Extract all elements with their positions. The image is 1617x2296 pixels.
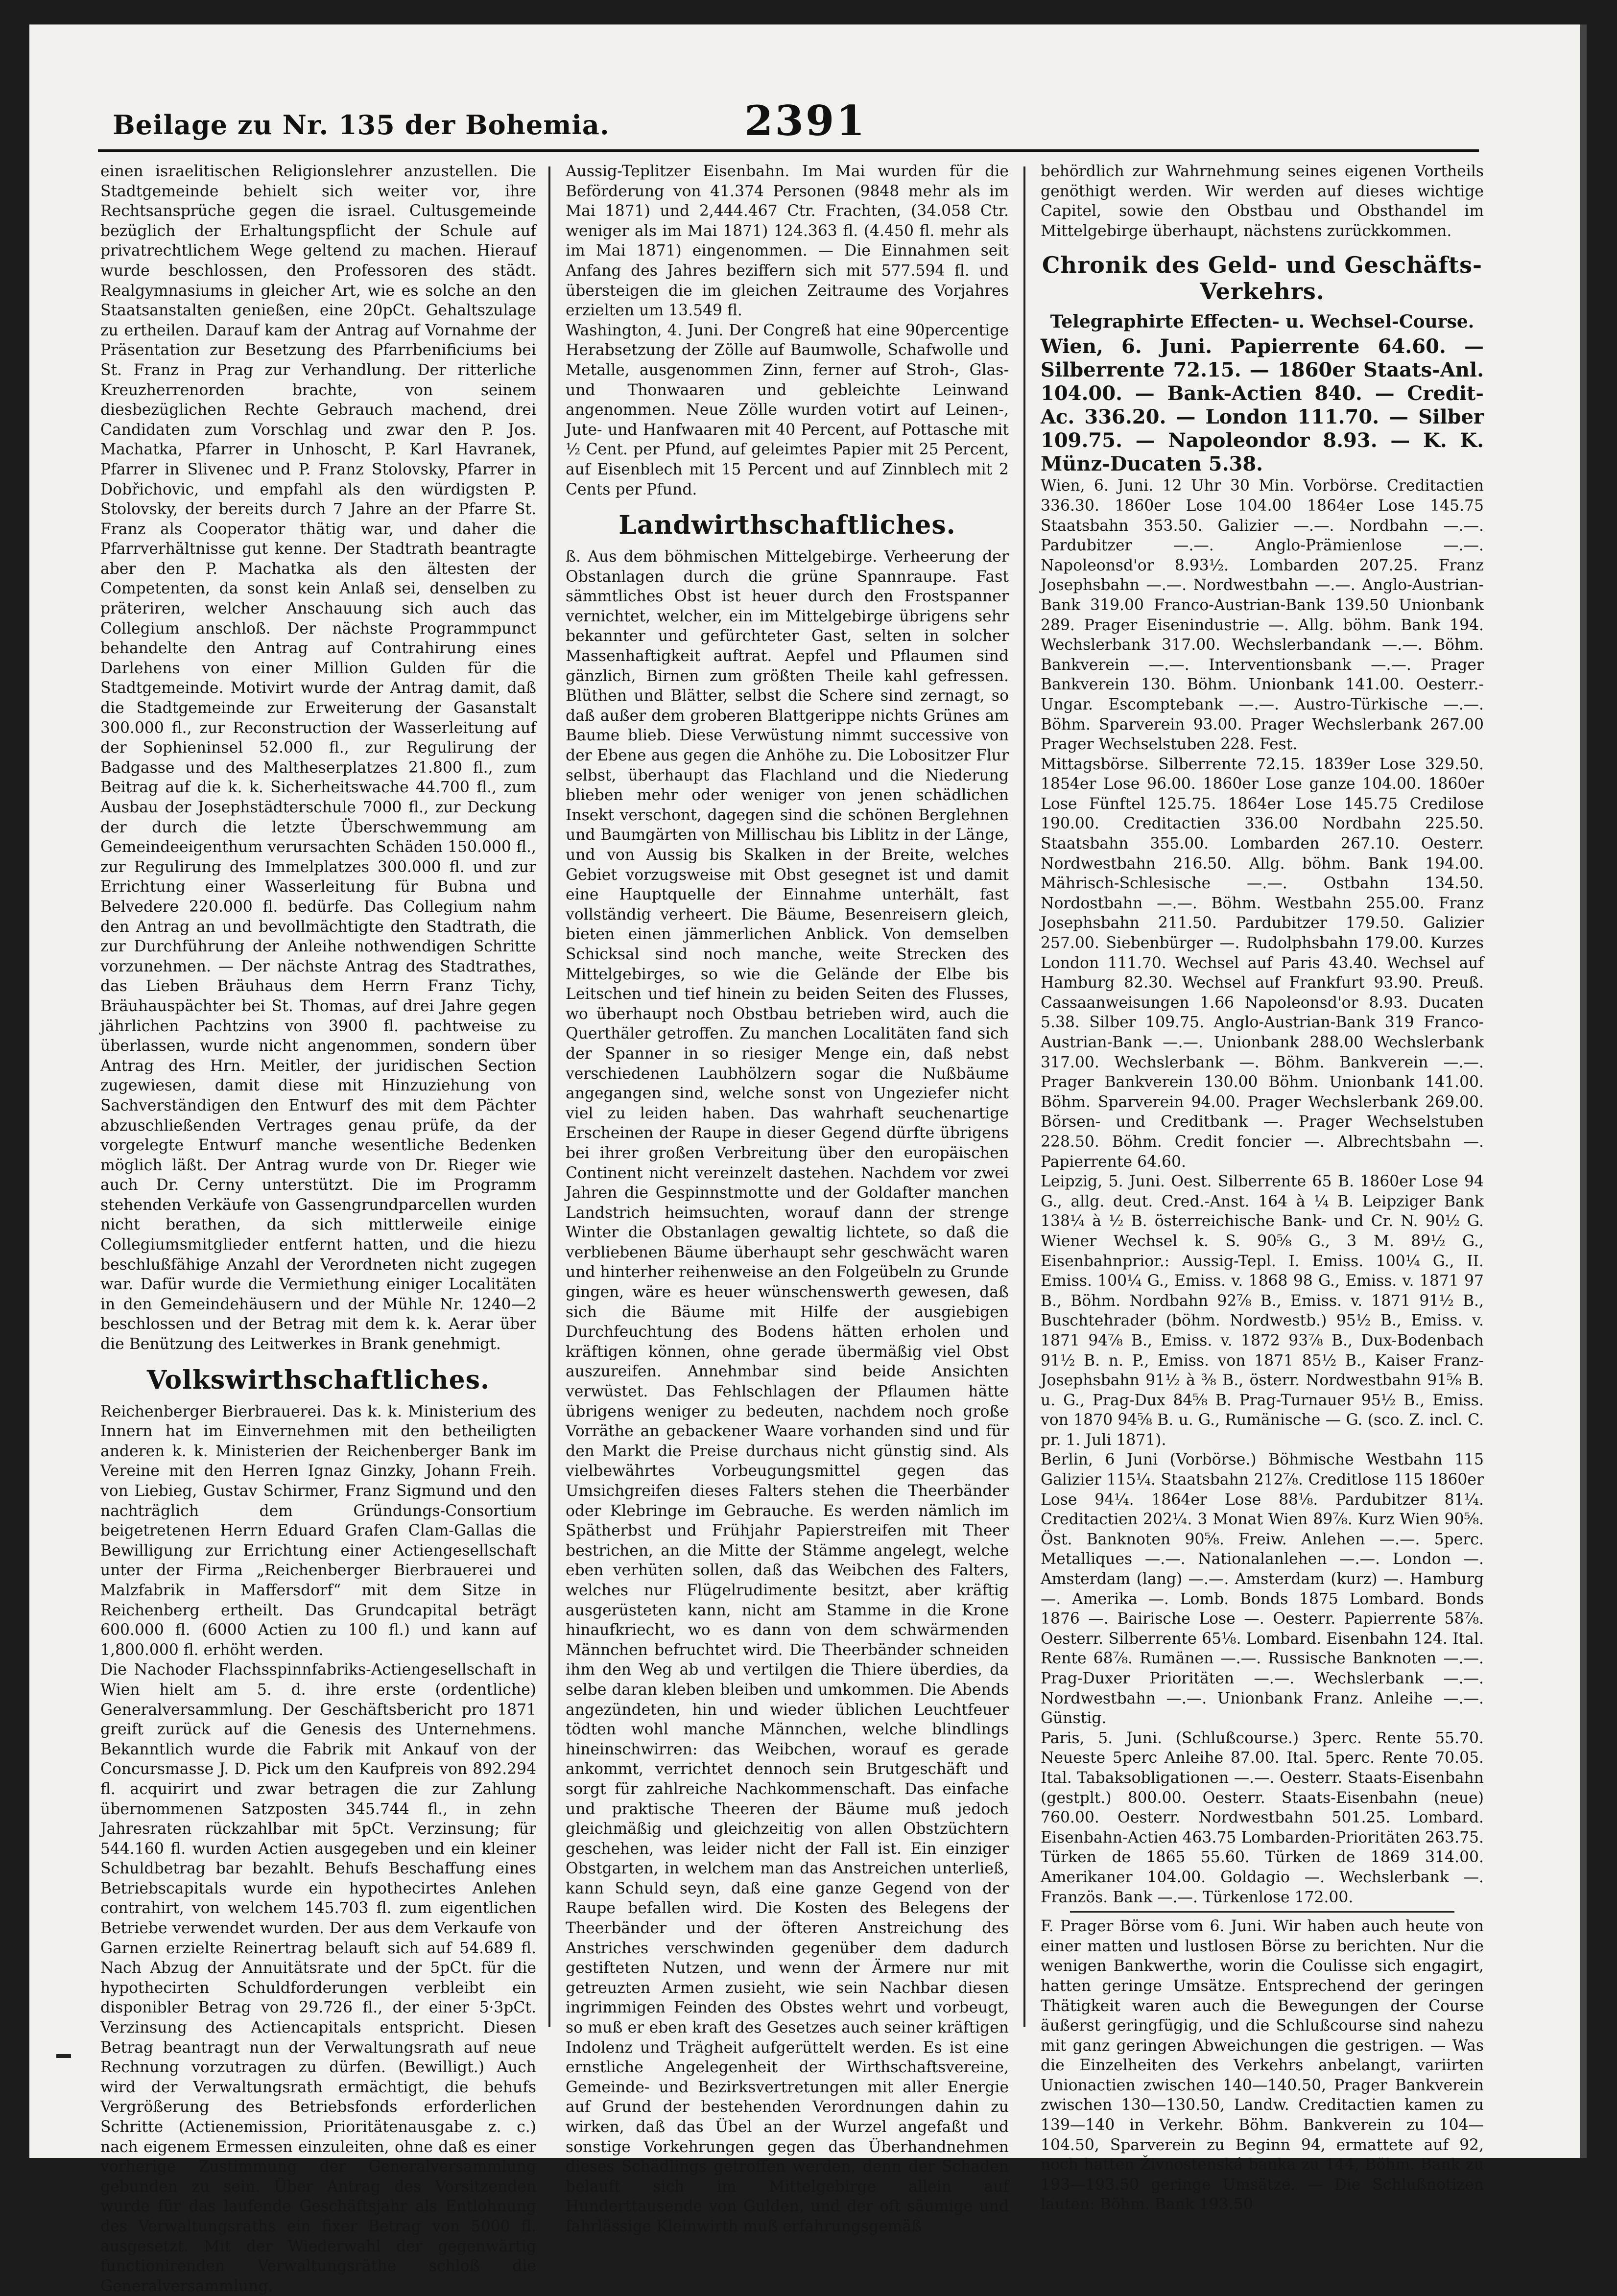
section-title-financial-chronicle: Chronik des Geld- und Geschäfts-Verkehrs.	[1042, 252, 1483, 305]
section-divider	[1070, 1911, 1454, 1913]
article-city-council: einen israelitischen Religionslehrer anzustellen. Die Stadtgemeinde behielt sich weiter vor, ihre Rechtsansprüche gegen die israel. Cultusgemeinde bezüglich der Erhaltungspflicht der Schule auf privatrechtlichem Wege geltend zu machen. Hierauf wurde beschlossen, den Professoren des städt. Realgymnasiums in gleicher Art, wie es solche an den Staatsanstalten genießen, eine 20pCt. Gehaltszulage zu ertheilen. Darauf kam der Antrag auf Vornahme der Präsentation zur Besetzung des Pfarrbenificiums bei St. Franz in Prag zur Verhandlung. Der ritterliche Kreuzherrenorden brachte, von seinem diesbezüglichen Rechte Gebrauch machend, drei Candidaten zum Vorschlag und zwar den P. Jos. Machatka, Pfarrer in Unhoscht, P. Karl Havranek, Pfarrer in Slivenec und P. Franz Stolovsky, Pfarrer in Dobřichovic, und empfahl als den würdigsten P. Stolovsky, der bereits durch 7 Jahre an der Pfarre St. Franz als Cooperator thätig war, und daher die Pfarrverhältnisse gut kenne. Der Stadtrath beantragte aber den P. Machatka als den ältesten der Competenten, da sonst kein Anlaß sei, denselben zu präteriren, welcher Anschauung sich auch das Collegium anschloß. Der nächste Programmpunct behandelte den Antrag auf Contrahirung eines Darlehens von einer Million Gulden für die Stadtgemeinde. Motivirt wurde der Antrag damit, daß die Stadtgemeinde zur Erweiterung der Gasanstalt 300.000 fl., zur Reconstruction der Wasserleitung auf der Sophieninsel 52.000 fl., zur Regulirung der Badgasse und des Maltheserplatzes 21.800 fl., zum Beitrag auf die k. k. Sicherheitswache 44.700 fl., zum Ausbau der Josephstädterschule 7000 fl., zur Deckung der durch die letzte Überschwemmung am Gemeindeeigenthum verursachten Schäden 150.000 fl., zur Regulirung des Immelplatzes 300.000 fl. und zur Errichtung einer Wasserleitung für Bubna und Belvedere 220.000 fl. bedürfe. Das Collegium nahm den Antrag an und bevollmächtigte den Stadtrath, die zur Durchführung der Anleihe nothwendigen Schritte vorzunehmen. — Der nächste Antrag des Stadtrathes, das Lieben Bräuhaus dem Herrn Franz Tichy, Bräuhauspächter bei St. Thomas, auf drei Jahre gegen jährlichen Pachtzins von 3900 fl. pachtweise zu überlassen, wurde nicht angenommen, sondern über Antrag des Hrn. Meitler, der juridischen Section zugewiesen, damit diese mit Hinzuziehung von Sachverständigen den Entwurf des mit dem Pächter abzuschließenden Vertrages genau prüfe, da der vorgelegte Entwurf manche wesentliche Bedenken möglich läßt. Der Antrag wurde von Dr. Rieger wie auch Dr. Cerny unterstützt. Die im Programm stehenden Verkäufe von Gassengrundparcellen wurden nicht berathen, da sich mittlerweile einige Collegiumsmitglieder entfernt hatten, und die hiezu beschlußfähige Anzahl der Verordneten nicht zugegen war. Dafür wurde die Vermiethung einiger Localitäten in den Gemeindehäusern und der Mühle Nr. 1240—2 beschlossen und der Betrag mit dem k. k. Aerar über die Benützung des Leitwerkes in Brank genehmigt.	[100, 163, 536, 1353]
margin-mark	[56, 2054, 71, 2058]
article-economy: Reichenberger Bierbrauerei. Das k. k. Ministerium des Innern hat im Einvernehmen mit den betheiligten anderen k. k. Ministerien der Reichenberger Bank im Vereine mit den Herren Ignaz Ginzky, Johann Freih. von Liebieg, Gustav Schirmer, Franz Sigmund und den nachträglich dem Gründungs-Consortium beigetretenen Herrn Eduard Grafen Clam-Gallas die Bewilligung zur Errichtung einer Actiengesellschaft unter der Firma „Reichenberger Bierbrauerei und Malzfabrik in Maffersdorf“ mit dem Sitze in Reichenberg ertheilt. Das Grundcapital beträgt 600.000 fl. (6000 Actien zu 100 fl.) und kann auf 1,800.000 fl. erhöht werden. Die Nachoder Flachsspinnfabriks-Actiengesellschaft in Wien hielt am 5. d. ihre erste (ordentliche) Generalversammlung. Der Geschäftsbericht pro 1871 greift zurück auf die Genesis des Unternehmens. Bekanntlich wurde die Fabrik mit Ankauf von der Concursmasse J. D. Pick um den Kaufpreis von 892.294 fl. acquirirt und zwar betragen die zur Zahlung übernommenen Satzposten 345.744 fl., in zehn Jahresraten rückzahlbar mit 5pCt. Verzinsung; für 544.160 fl. wurden Actien ausgegeben und ein kleiner Schuldbetrag bar bezahlt. Behufs Beschaffung eines Betriebscapitals wurde ein hypothecirtes Anlehen contrahirt, von welchem 145.703 fl. zum eigentlichen Betriebe verwendet wurden. Der aus dem Verkaufe von Garnen erzielte Reinertrag belauft sich auf 54.689 fl. Nach Abzug der Annuitätsrate und der 5pCt. für die hypothecirten Schuldforderungen verbleibt ein disponibler Betrag von 29.726 fl., der einer 5·3pCt. Verzinsung des Actiencapitals entspricht. Diesen Betrag beantragt nun der Verwaltungsrath auf neue Rechnung vorzutragen zu dürfen. (Bewilligt.) Auch wird der Verwaltungsrath ermächtigt, die behufs Vergrößerung des Betriebsfonds erforderlichen Schritte (Actienemission, Prioritätenausgabe z. c.) nach eigenem Ermessen einzuleiten, ohne daß es einer vorherige Zustimmung der Generalversammlung gebunden zu sein. Über Antrag des Vorsitzenden wurde für das laufende Geschäftsjahr als Entlohnung des Verwaltungsraths ein fixer Betrag von 5000 fl. ausgesetzt. Mit der Wiederwahl der gegenwärtig functionirenden Verwaltungsräthe schloß die Generalversammlung.	[100, 1402, 536, 2295]
page-header	[98, 86, 1479, 152]
section-title-economy: Volkswirthschaftliches.	[146, 1365, 490, 1395]
vienna-rates-summary: Wien, 6. Juni. Papierrente 64.60. — Silberrente 72.15. — 1860er Staats-Anl. 104.00. — Bank-Actien 840. — Credit-Ac. 336.20. — London 111.70. — Silber 109.75. — Napoleondor 8.93. — K. K. Münz-Ducaten 5.38.	[1041, 335, 1484, 476]
telegraphed-courses-subhead: Telegraphirte Effecten- u. Wechsel-Course.	[1050, 311, 1474, 332]
column-1	[100, 162, 536, 2295]
header-supplement-title: Beilage zu Nr. 135 der Bohemia.	[113, 109, 610, 141]
page-gutter-shadow	[1580, 24, 1587, 2158]
column-2	[566, 162, 1009, 2235]
prague-exchange-report: F. Prager Börse vom 6. Juni. Wir haben auch heute von einer matten und lustlosen Börse zu berichten. Nur die wenigen Bankwerthe, worin die Coulisse sich engagirt, hatten geringe Umsätze. Entsprechend der geringen Thätigkeit waren auch die Bewegungen der Course äußerst geringfügig, und die Schlußcourse sind nahezu mit ganz geringen Abweichungen die gestrigen. — Was die Einzelheiten des Verkehrs anbelangt, variirten Unionactien zwischen 140—140.50, Prager Bankverein zwischen 130—130.50, Landw. Creditactien kamen zu 139—140 in Verkehr. Böhm. Bankverein zu 104—104.50, Sparverein zu Beginn 94, ermattete auf 92, noch hatten Živnostenská banka zu 144, Böhm. Bank zu 193—193.50 geringe Umsätze. — Die Schlußnotizen lauten: Böhm. Bank 193.50	[1041, 1917, 1484, 2214]
column-3	[1041, 162, 1484, 2214]
article-railway-and-washington: Aussig-Teplitzer Eisenbahn. Im Mai wurden für die Beförderung von 41.374 Personen (9848 mehr als im Mai 1871) und 2,444.467 Ctr. Frachten, (34.058 Ctr. weniger als im Mai 1871) 124.363 fl. (4.450 fl. mehr als im Mai 1871) eingenommen. — Die Einnahmen seit Anfang des Jahres beziffern sich mit 577.594 fl. und übersteigen die im gleichen Zeitraume des Vorjahres erzielten um 13.549 fl. Washington, 4. Juni. Der Congreß hat eine 90percentige Herabsetzung der Zölle auf Baumwolle, Schafwolle und Metalle, ausgenommen Zinn, ferner auf Stroh-, Glas- und Thonwaaren und gebleichte Leinwand angenommen. Neue Zölle wurden votirt auf Leinen-, Jute- und Hanfwaaren mit 40 Percent, auf Pottasche mit ½ Cent. per Pfund, auf geleimtes Papier mit 25 Percent, auf Eisenblech mit 15 Percent und auf Zinnblech mit 2 Cents per Pfund.	[566, 163, 1009, 498]
stock-exchange-reports: Wien, 6. Juni. 12 Uhr 30 Min. Vorbörse. Creditactien 336.30. 1860er Lose 104.00 1864er Lose 145.75 Staatsbahn 353.50. Galizier —.—. Nordbahn —.—. Pardubitzer —.—. Anglo-Prämienlose —.—. Napoleonsd'or 8.93½. Lombarden 207.25. Franz Josephsbahn —.—. Nordwestbahn —.—. Anglo-Austrian-Bank 319.00 Franco-Austrian-Bank 139.50 Unionbank 289. Prager Eisenindustrie —. Allg. böhm. Bank 194. Wechslerbank 317.00. Wechslerbandank —.—. Böhm. Bankverein —.—. Interventionsbank —.—. Prager Bankverein 130. Böhm. Unionbank 141.00. Oesterr.-Ungar. Escomptebank —.—. Austro-Türkische —.—. Böhm. Sparverein 93.00. Prager Wechslerbank 267.00 Prager Wechselstuben 228. Fest. Mittagsbörse. Silberrente 72.15. 1839er Lose 329.50. 1854er Lose 96.00. 1860er Lose ganze 104.00. 1860er Lose Fünftel 125.75. 1864er Lose 145.75 Credilose 190.00. Creditactien 336.00 Nordbahn 225.50. Staatsbahn 355.00. Lombarden 267.10. Oesterr. Nordwestbahn 216.50. Allg. böhm. Bank 194.00. Mährisch-Schlesische —.—. Ostbahn 134.50. Nordostbahn —.—. Böhm. Westbahn 255.00. Franz Josephsbahn 211.50. Pardubitzer 179.50. Galizier 257.00. Siebenbürger —. Rudolphsbahn 179.00. Kurzes London 111.70. Wechsel auf Paris 43.40. Wechsel auf Hamburg 82.30. Wechsel auf Frankfurt 93.90. Preuß. Cassaanweisungen 1.66 Napoleonsd'or 8.93. Ducaten 5.38. Silber 109.75. Anglo-Austrian-Bank 319 Franco-Austrian-Bank —.—. Unionbank 288.00 Wechslerbank 317.00. Wechslerbank —. Böhm. Bankverein —.—. Prager Bankverein 130.00 Böhm. Unionbank 141.00. Böhm. Sparverein 94.00. Prager Wechslerbank 269.00. Börsen- und Creditbank —. Prager Wechselstuben 228.50. Böhm. Credit foncier —. Albrechtsbahn —. Papierrente 64.60. Leipzig, 5. Juni. Oest. Silberrente 65 B. 1860er Lose 94 G., allg. deut. Cred.-Anst. 164 à ¼ B. Leipziger Bank 138¼ à ½ B. österreichische Bank- und Cr. N. 90½ G. Wiener Wechsel k. S. 90⅝ G., 3 M. 89½ G., Eisenbahnprior.: Aussig-Tepl. I. Emiss. 100¼ G., II. Emiss. 100¼ G., Emiss. v. 1868 98 G., Emiss. v. 1871 97 B., Böhm. Nordbahn 92⅞ B., Emiss. v. 1871 91½ B., Buschtehrader (böhm. Nordwestb.) 95½ B., Emiss. v. 1871 94⅞ B., Emiss. v. 1872 93⅞ B., Dux-Bodenbach 91½ B. n. P., Emiss. von 1871 85½ B., Kaiser Franz-Josephsbahn 91½ à ⅜ B., österr. Nordwestbahn 91⅝ B. u. G., Prag-Dux 84⅝ B. Prag-Turnauer 95½ B., Emiss. von 1870 94⅝ B. u. G., Rumänische — G. (sco. Z. incl. C. pr. 1. Juli 1871). Berlin, 6 Juni (Vorbörse.) Böhmische Westbahn 115 Galizier 115¼. Staatsbahn 212⅞. Creditlose 115 1860er Lose 94¼. 1864er Lose 88⅛. Pardubitzer 81¼. Creditactien 202¼. 3 Monat Wien 89⅞. Kurz Wien 90⅝. Öst. Banknoten 90⅝. Freiw. Anlehen —.—. 5perc. Metalliques —.—. Nationalanlehen —.—. London —. Amsterdam (lang) —.—. Amsterdam (kurz) —. Hamburg —. Amerika —. Lomb. Bonds 1875 Lombard. Bonds 1876 —. Bairische Lose —. Oesterr. Papierrente 58⅞. Oesterr. Silberrente 65⅛. Lombard. Eisenbahn 124. Ital. Rente 68⅞. Rumänen —.—. Russische Banknoten —.—. Prag-Duxer Prioritäten —.—. Wechslerbank —.—. Nordwestbahn —.—. Unionbank Franz. Anleihe —.—. Günstig. Paris, 5. Juni. (Schlußcourse.) 3perc. Rente 55.70. Neueste 5perc Anleihe 87.00. Ital. 5perc. Rente 70.05. Ital. Tabaksobligationen —.—. Oesterr. Staats-Eisenbahn (gestplt.) 800.00. Oesterr. Staats-Eisenbahn (neue) 760.00. Oesterr. Nordwestbahn 501.25. Lombard. Eisenbahn-Actien 463.75 Lombarden-Prioritäten 263.75. Türken de 1865 55.60. Türken de 1869 314.00. Amerikaner 104.00. Goldagio —. Wechslerbank —. Französ. Bank —.—. Türkenlose 172.00.	[1041, 477, 1484, 1906]
page-number: 2391	[744, 96, 867, 145]
article-agriculture: ß. Aus dem böhmischen Mittelgebirge. Verheerung der Obstanlagen durch die grüne Spannraupe. Fast sämmtliches Obst ist heuer durch den Frostspanner vernichtet, welcher, ein im Mittelgebirge übrigens sehr bekannter und gefürchteter Gast, selten in solcher Massenhaftigkeit auftrat. Aepfel und Pflaumen sind gänzlich, Birnen zum größten Theile kahl gefressen. Blüthen und Blätter, selbst die Schere sind zernagt, so daß außer dem groberen Blattgerippe nichts Grünes am Baume blieb. Diese Verwüstung nimmt successive von der Ebene aus gegen die Anhöhe zu. Die Lobositzer Flur selbst, überhaupt das Flachland und die Niederung blieben mehr oder weniger von jenen schädlichen Insekt verschont, dagegen sind die schönen Berglehnen und Baumgärten von Millischau bis Liblitz in der Länge, und von Aussig bis Skalken in der Breite, welches Gebiet vorzugsweise mit Obst gesegnet ist und damit eine Hauptquelle der Einnahme unterhält, fast vollständig verheert. Die Bäume, Besenreisern gleich, bieten einen jämmerlichen Anblick. Von demselben Schicksal sind noch manche, weite Strecken des Mittelgebirges, so wie die Gelände der Elbe bis Leitschen und tief hinein zu beiden Seiten des Flusses, wo überhaupt noch Obstbau betrieben wird, auch die Querthäler getroffen. Zu manchen Localitäten fand sich der Spanner in so riesiger Menge ein, daß nebst verschiedenen Laubhölzern sogar die Nußbäume angegangen sind, welche sonst von Ungeziefer nicht viel zu leiden haben. Das wahrhaft seuchenartige Erscheinen der Raupe in dieser Gegend dürfte übrigens bei ihrer großen Verbreitung über den europäischen Continent nicht vereinzelt dastehen. Nachdem vor zwei Jahren die Gespinnstmotte und der Goldafter manchen Landstrich heimsuchten, worauf dann der strenge Winter die Obstanlagen gewaltig lichtete, so daß die verbliebenen Bäume überhaupt sehr geschwächt waren und hinterher reihenweise an den Folgeübeln zu Grunde gingen, wäre es heuer wünschenswerth gewesen, daß sich die Bäume mit Hilfe der ausgiebigen Durchfeuchtung des Bodens hätten erholen und kräftigen können, ohne gerade übermäßig viel Obst auszureifen. Annehmbar sind beide Ansichten verwüstet. Das Fehlschlagen der Pflaumen hätte übrigens weniger zu bedeuten, nachdem noch große Vorräthe an gebackener Waare vorhanden sind und für den Markt die Preise durchaus nicht günstig sind. Als vielbewährtes Vorbeugungsmittel gegen das Umsichgreifen dieses Falters stehen die Theerbänder oder Klebringe im Gebrauche. Es werden nämlich im Spätherbst und Frühjahr Papierstreifen mit Theer bestrichen, an die Mitte der Stämme angelegt, welche eben verhüten sollen, daß das Weibchen des Falters, welches nur Flügelrudimente besitzt, aber kräftig ausgerüsteten kann, nicht am Stamme in die Krone hinaufkriecht, wo es dann von dem schwärmenden Männchen befruchtet wird. Die Theerbänder schneiden ihm den Weg ab und vertilgen die Thiere überdies, da selbe daran kleben bleiben und umkommen. Die Abends angezündeten, hin und wieder üblichen Leuchtfeuer tödten wohl manche Männchen, welche blindlings hineinschwirren: das Weibchen, worauf es gerade ankommt, verrichtet dennoch sein Brutgeschäft und sorgt für zahlreiche Nachkommenschaft. Das einfache und praktische Theeren der Bäume muß jedoch gleichmäßig und gleichzeitig von allen Obstzüchtern geschehen, was leider nicht der Fall ist. Ein einziger Obstgarten, in welchem man das Anstreichen unterließ, kann Schuld seyn, daß eine ganze Gegend von der Raupe befallen wird. Die Kosten des Belegens der Theerbänder und der öfteren Anstreichung des Anstriches verschwinden gegenüber dem dadurch gestifteten Nutzen, und wenn der Ärmere nur mit getreuzten Armen zusieht, wie sein Nachbar diesen ingrimmigen Feinden des Obstes wehrt und vorbeugt, so muß er eben kraft des Gesetzes auch seiner kräftigen Indolenz und Trägheit aufgerüttelt werden. Es ist eine ernstliche Angelegenheit der Wirthschaftsvereine, Gemeinde- und Bezirksvertretungen mit aller Energie auf Grund der bestehenden Verordnungen dahin zu wirken, daß das Übel an der Wurzel angefaßt und sonstige Vorkehrungen gegen das Überhandnehmen dieses Schädlings getroffen werden, denn der Schaden belauft sich im Mittelgebirge allein auf Hunderttausende von Gulden, und der oft säumige und fahrlässige Kleinwirth muß erfahrungsgemäß	[566, 548, 1009, 2235]
column-rule-1	[548, 166, 550, 2027]
section-title-agriculture: Landwirthschaftliches.	[618, 510, 956, 541]
column-rule-2	[1023, 166, 1025, 2027]
article-agriculture-continued: behördlich zur Wahrnehmung seines eigenen Vortheils genöthigt werden. Wir werden auf dieses wichtige Capitel, sowie den Obstbau und Obsthandel im Mittelgebirge überhaupt, nächstens zurückkommen.	[1041, 163, 1484, 240]
